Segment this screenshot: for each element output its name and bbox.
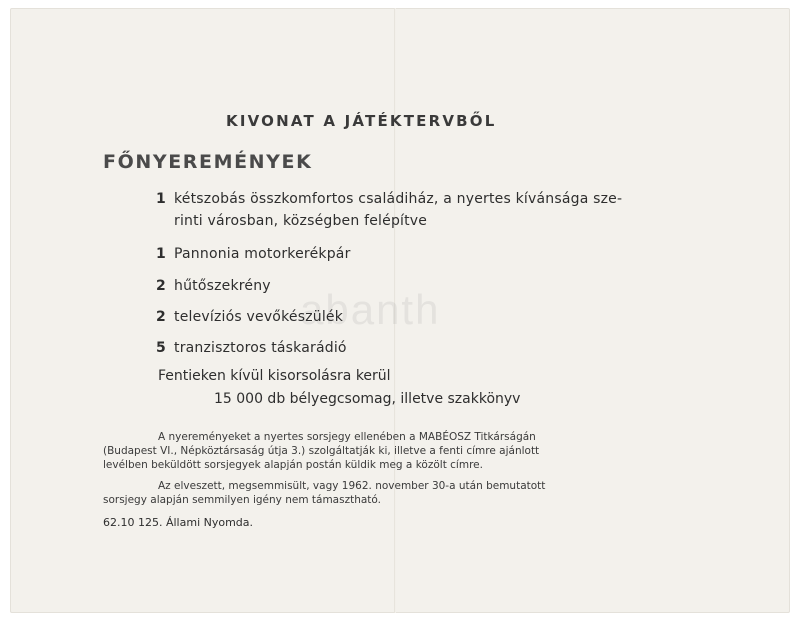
note-line: Az elveszett, megsemmisült, vagy 1962. november 30-a után bemutatott <box>158 480 546 492</box>
watermark: abanth <box>300 286 441 333</box>
prize-quantity: 1 <box>156 246 166 262</box>
prize-description: Pannonia motorkerékpár <box>174 246 351 262</box>
section-heading: FŐNYEREMÉNYEK <box>103 151 313 173</box>
redemption-note <box>103 430 683 472</box>
prize-item <box>156 306 343 328</box>
note-line: sorsjegy alapján semmilyen igény nem támasztható. <box>103 494 381 506</box>
prize-quantity: 2 <box>156 278 166 294</box>
prize-description-cont: rinti városban, községben felépítve <box>174 213 428 229</box>
note-line: A nyereményeket a nyertes sorsjegy ellenében a MABÉOSZ Titkárságán <box>158 431 536 443</box>
prize-item <box>156 275 271 297</box>
additional-prizes-intro: Fentieken kívül kisorsolásra kerül <box>158 368 391 384</box>
validity-note <box>103 479 683 507</box>
prize-description: hűtőszekrény <box>174 278 271 294</box>
prize-item <box>156 188 696 232</box>
prize-quantity: 1 <box>156 191 166 207</box>
note-line: (Budapest VI., Népköztársaság útja 3.) szolgáltatják ki, illetve a fenti címre ajánlott <box>103 445 540 457</box>
prize-description: kétszobás összkomfortos családiház, a nyertes kívánsága sze- <box>174 191 623 207</box>
printer-imprint: 62.10 125. Állami Nyomda. <box>103 516 254 529</box>
note-line: levélben beküldött sorsjegyek alapján postán küldik meg a közölt címre. <box>103 459 483 471</box>
prize-quantity: 2 <box>156 309 166 325</box>
prize-item <box>156 337 347 359</box>
prize-item <box>156 243 351 265</box>
prize-quantity: 5 <box>156 340 166 356</box>
additional-prizes: 15 000 db bélyegcsomag, illetve szakkönyv <box>214 391 521 407</box>
page-title: KIVONAT A JÁTÉKTERVBŐL <box>226 112 497 130</box>
prize-description: tranzisztoros táskarádió <box>174 340 347 356</box>
prize-description: televíziós vevőkészülék <box>174 309 344 325</box>
